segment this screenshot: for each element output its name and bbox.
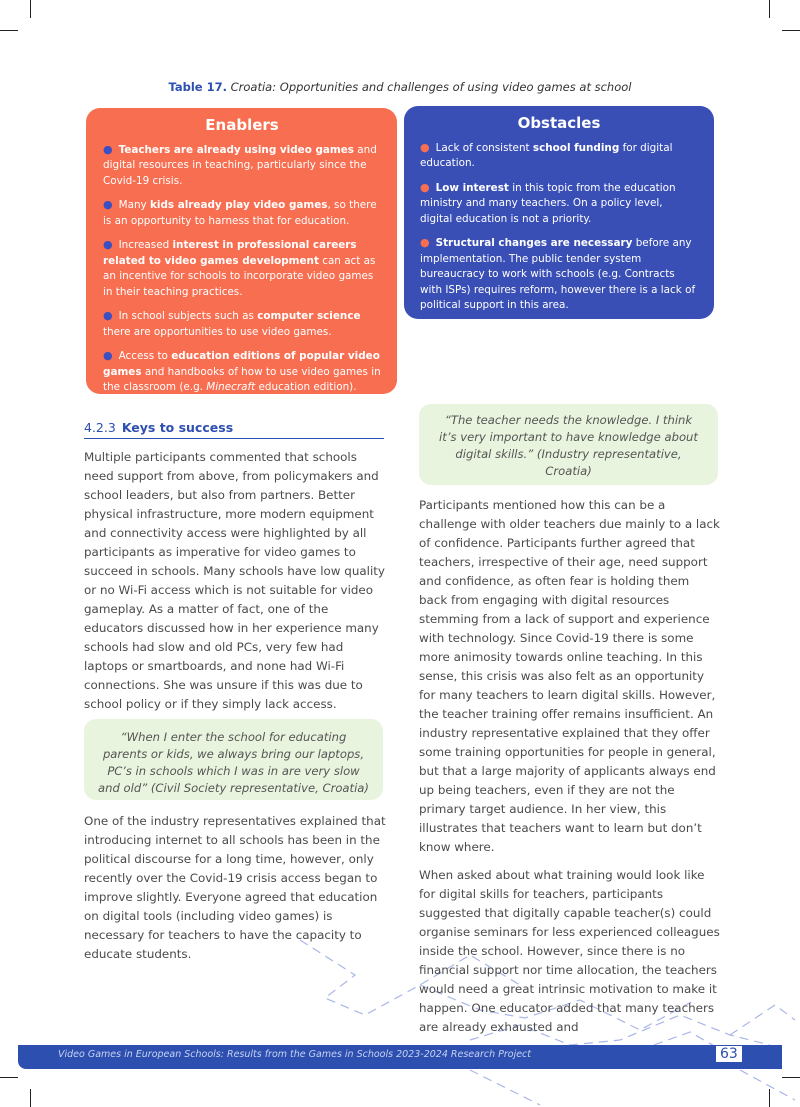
left-column-top [84,448,386,723]
pull-quote: “When I enter the school for educating parents or kids, we always bring our laptops, PC’s in schools which I was in are very slow and old” (Civil Society representative, Croatia) [84,719,383,800]
table-caption [0,80,800,94]
footer-text: Video Games in European Schools: Results from the Games in Schools 2023-2024 Research Project [58,1049,532,1060]
section-title: Keys to success [121,420,234,435]
paragraph: One of the industry representatives explained that introducing internet to all schools has been in the political discourse for a long time, however, only recently over the Covid-19 crisis access began to improve slightly. Everyone agreed that education on digital tools (including video games) is necessary for teachers to have the capacity to educate students. [84,814,386,961]
obstacle-item: ● Structural changes are necessary before any implementation. The public tender system bureaucracy to work with schools (e.g. Contracts with ISPs) requires reform, however there is a lack of political support in this area. [420,236,696,311]
enabler-item: ● Teachers are already using video games and digital resources in teaching, particularly since the Covid-19 crisis. [103,142,377,187]
page-number: 63 [716,1046,742,1062]
paragraph: Participants mentioned how this can be a challenge with older teachers due mainly to a lack of confidence. Participants further agreed that teachers, irrespective of their age, need support and confidence, as often fear is holding them back from engaging with digital resources stemming from a lack of support and experience with technology. Since Covid-19 there is some more animosity towards online teaching. In this sense, this crisis was also felt as an opportunity for many teachers to learn digital skills. However, the teacher training offer remains insufficient. An industry representative explained that they offer some training opportunities for people in general, but that a large majority of applicants always end up being teachers, even if they are not the primary target audience. In her view, this illustrates that teachers want to learn but don’t know where. [419,498,720,854]
bullet-icon: ● [103,142,113,156]
bullet-icon: ● [103,349,113,362]
paragraph: Multiple participants commented that schools need support from above, from policymakers and school leaders, but also from partners. Better physical infrastructure, more modern equipment and connectivity access were highlighted by all participants as imperative for video games to succeed in schools. Many schools have low quality or no Wi-Fi access which is not suitable for video gameplay. As a matter of fact, one of the educators discussed how in her experience many schools had slow and old PCs, very few had laptops or smartboards, and none had Wi-Fi connections. She was unsure if this was due to school policy or if they simply lack access. [84,450,385,711]
bullet-icon: ● [420,140,430,154]
enabler-item: ● In school subjects such as computer science there are opportunities to use video games. [103,309,361,338]
enabler-item: ● Many kids already play video games, so there is an opportunity to harness that for education. [103,198,377,227]
caption-label: Table 17. [168,80,227,94]
obstacles-title: Obstacles [517,114,601,132]
pull-quote: “The teacher needs the knowledge. I think it’s very important to have knowledge about digital skills.” (Industry representative, Croatia) [419,404,718,485]
enablers-box [86,108,397,394]
enabler-item: ● Increased interest in professional careers related to video games development can act as an incentive for schools to incorporate video games in their teaching practices. [103,238,376,298]
bullet-icon: ● [420,236,430,249]
right-column [419,496,721,1046]
enablers-title: Enablers [205,116,279,134]
paragraph: When asked about what training would look like for digital skills for teachers, participants suggested that digitally capable teacher(s) could organise seminars for less experienced colleagues inside the school. However, since there is no financial support nor time allocation, the teachers would need a great intrinsic motivation to make it happen. One educator added that many teachers are already exhausted and [419,868,720,1034]
bullet-icon: ● [420,180,430,194]
obstacles-box [404,106,714,319]
obstacle-item: ● Low interest in this topic from the education ministry and many teachers. On a policy level, digital education is not a priority. [420,180,676,225]
bullet-icon: ● [103,198,113,211]
bullet-icon: ● [103,238,113,251]
bullet-icon: ● [103,309,113,322]
caption-text: Croatia: Opportunities and challenges of using video games at school [230,80,632,94]
enabler-item: ● Access to education editions of popular video games and handbooks of how to use video games in the classroom (e.g. Minecraft education edition). [103,349,381,393]
section-number: 4.2.3 [84,420,116,435]
section-heading [84,420,384,439]
obstacle-item: ● Lack of consistent school funding for digital education. [420,140,673,169]
left-column-bottom [84,812,386,973]
